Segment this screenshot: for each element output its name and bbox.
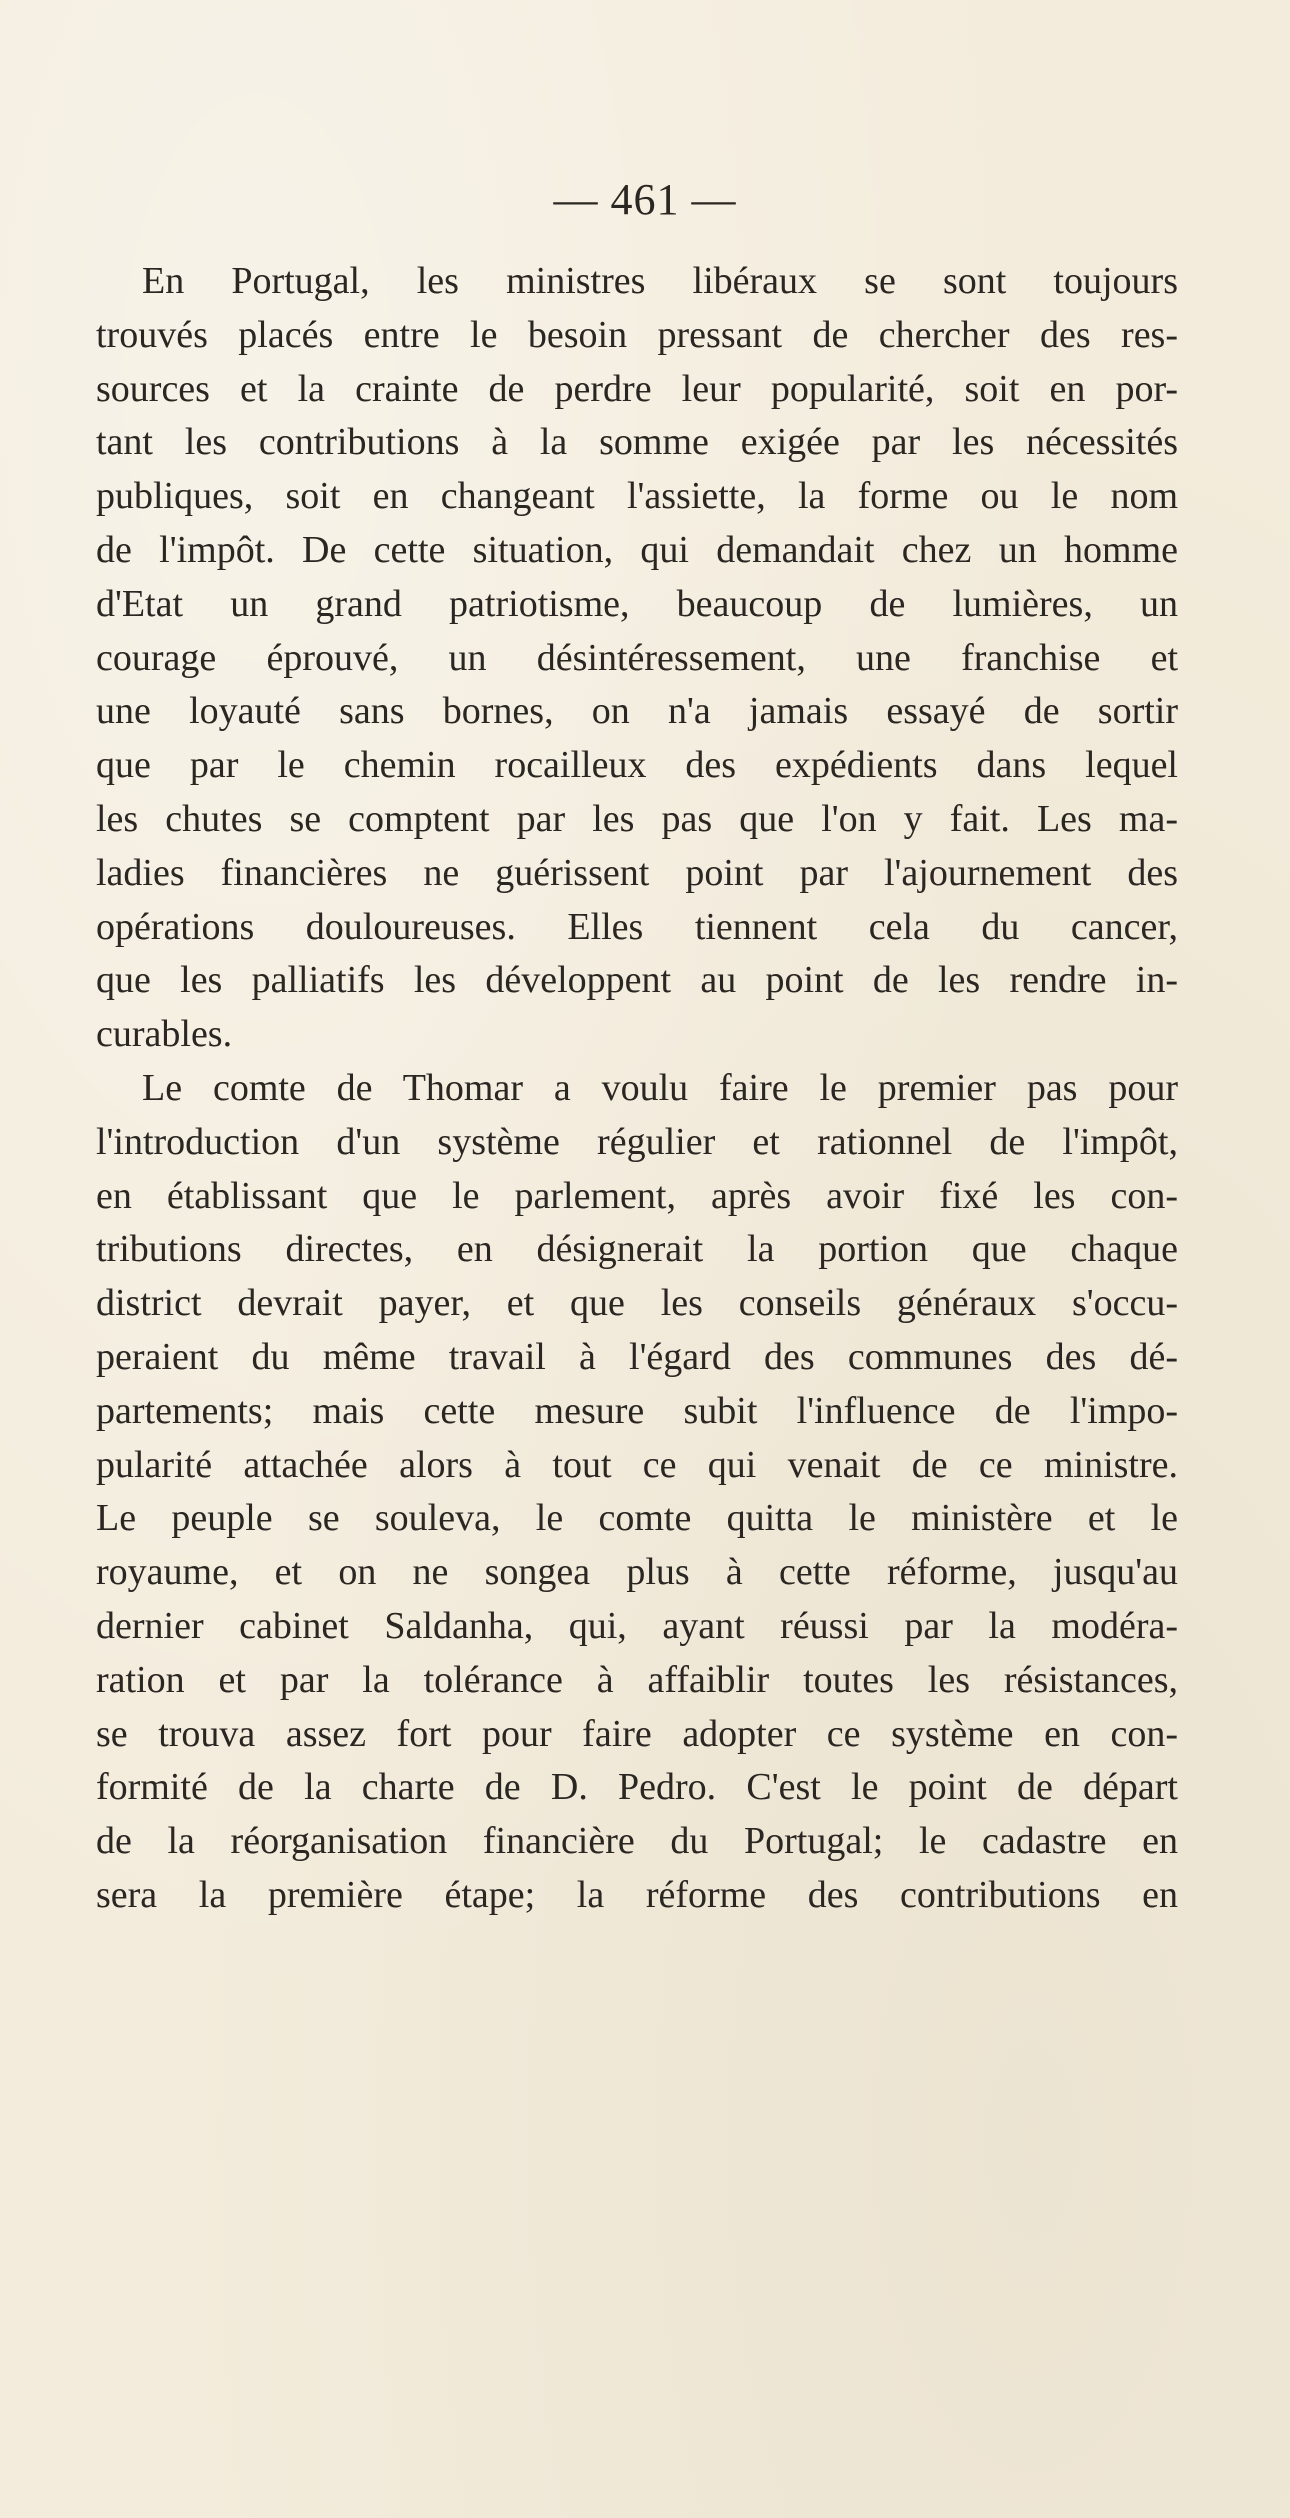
text-line: tant les contributions à la somme exigée par les nécessités bbox=[96, 421, 1178, 464]
text-line: une loyauté sans bornes, on n'a jamais essayé de sortir bbox=[96, 690, 1178, 733]
text-line: pularité attachée alors à tout ce qui venait de ce ministre. bbox=[96, 1443, 1178, 1486]
text-line: opérations douloureuses. Elles tiennent cela du cancer, bbox=[96, 905, 1178, 948]
text-line: se trouva assez fort pour faire adopter ce système en con- bbox=[96, 1712, 1178, 1755]
text-line: sources et la crainte de perdre leur popularité, soit en por- bbox=[96, 367, 1178, 410]
text-line: tributions directes, en désignerait la portion que chaque bbox=[96, 1228, 1178, 1271]
text-line: ladies financières ne guérissent point par l'ajournement des bbox=[96, 851, 1178, 894]
text-line: les chutes se comptent par les pas que l'on y fait. Les ma- bbox=[96, 797, 1178, 840]
text-line: que les palliatifs les développent au point de les rendre in- bbox=[96, 959, 1178, 1002]
page-number: — 461 — bbox=[553, 175, 737, 224]
text-line: de l'impôt. De cette situation, qui demandait chez un homme bbox=[96, 528, 1178, 571]
text-line: En Portugal, les ministres libéraux se sont toujours bbox=[142, 260, 1178, 302]
text-line: ration et par la tolérance à affaiblir toutes les résistances, bbox=[96, 1658, 1178, 1701]
text-line: publiques, soit en changeant l'assiette, la forme ou le nom bbox=[96, 475, 1178, 518]
body-text bbox=[96, 255, 1178, 1923]
text-line: en établissant que le parlement, après avoir fixé les con- bbox=[96, 1174, 1178, 1217]
text-line: sera la première étape; la réforme des contributions en bbox=[96, 1873, 1178, 1916]
text-line: district devrait payer, et que les conseils généraux s'occu- bbox=[96, 1282, 1178, 1325]
text-line: curables. bbox=[96, 1013, 233, 1056]
text-line: Le comte de Thomar a voulu faire le premier pas pour bbox=[142, 1066, 1178, 1109]
text-line: trouvés placés entre le besoin pressant de chercher des res- bbox=[96, 313, 1178, 356]
text-line: de la réorganisation financière du Portugal; le cadastre en bbox=[96, 1820, 1178, 1863]
text-line: courage éprouvé, un désintéressement, une franchise et bbox=[96, 636, 1178, 679]
text-line: l'introduction d'un système régulier et rationnel de l'impôt, bbox=[96, 1120, 1178, 1163]
text-line: d'Etat un grand patriotisme, beaucoup de lumières, un bbox=[96, 582, 1178, 625]
text-line: royaume, et on ne songea plus à cette réforme, jusqu'au bbox=[96, 1551, 1178, 1594]
text-line: que par le chemin rocailleux des expédients dans lequel bbox=[96, 744, 1178, 787]
text-line: formité de la charte de D. Pedro. C'est le point de départ bbox=[96, 1766, 1178, 1809]
text-line: Le peuple se souleva, le comte quitta le ministère et le bbox=[96, 1497, 1178, 1540]
text-line: partements; mais cette mesure subit l'influence de l'impo- bbox=[96, 1389, 1178, 1432]
text-line: peraient du même travail à l'égard des communes des dé- bbox=[96, 1335, 1178, 1378]
text-line: dernier cabinet Saldanha, qui, ayant réussi par la modéra- bbox=[96, 1604, 1178, 1647]
